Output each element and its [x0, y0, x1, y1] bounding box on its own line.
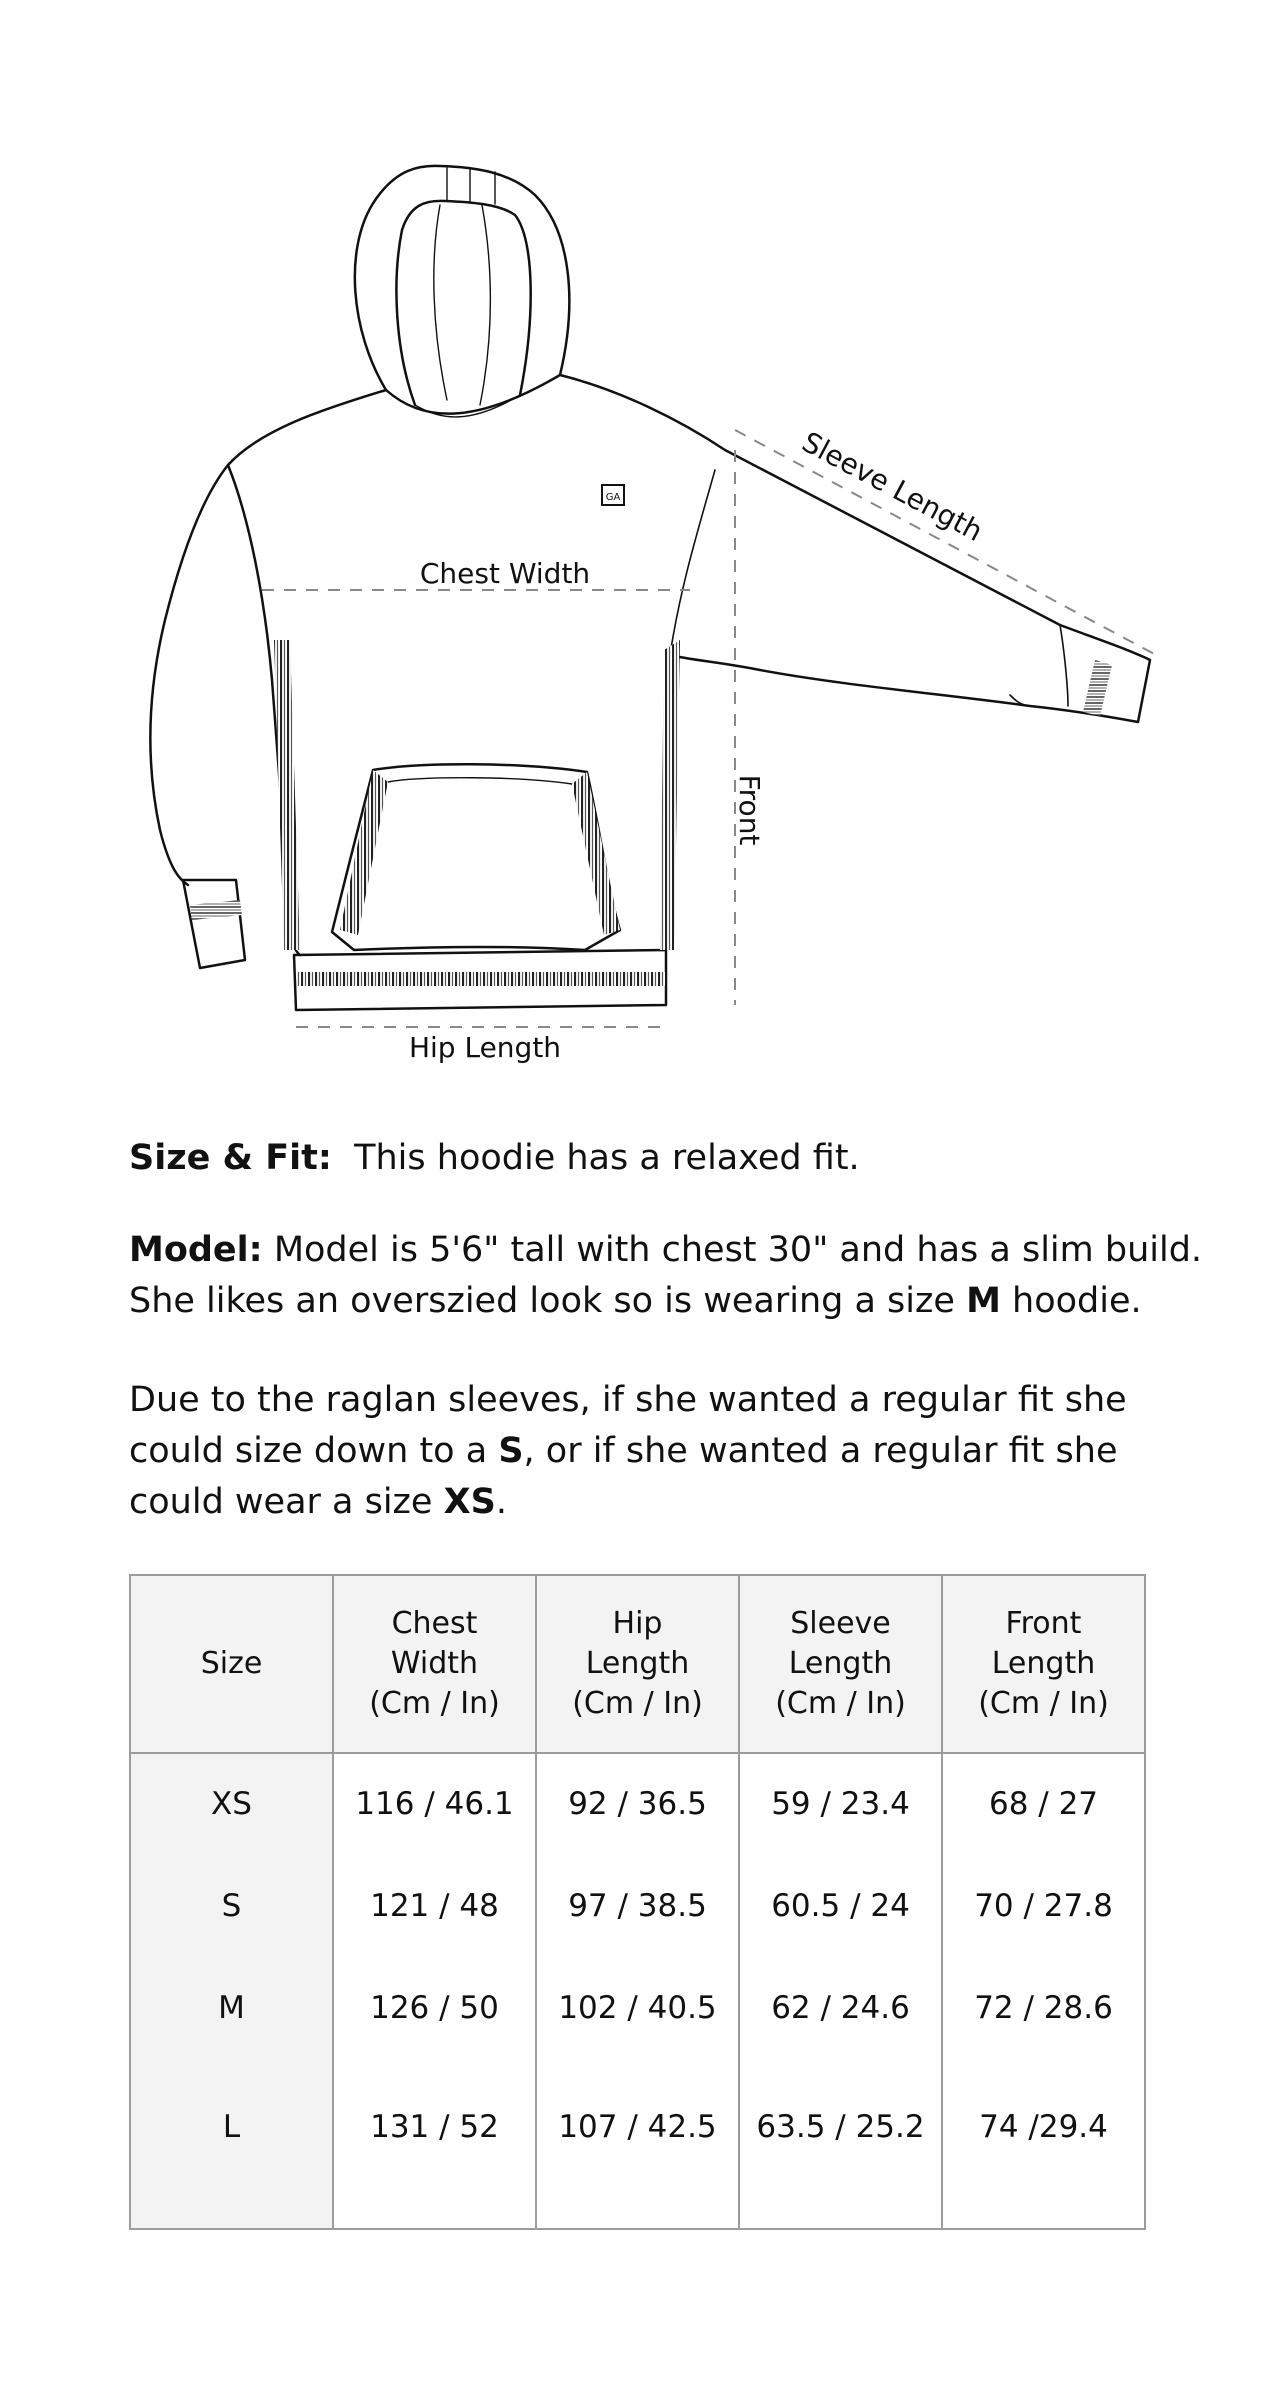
measurement-labels	[409, 425, 988, 1064]
size-fit-heading: Size & Fit:	[129, 1138, 332, 1178]
rib-textures	[190, 640, 1112, 986]
svg-text:GA: GA	[605, 492, 621, 503]
chest-cell: 121 / 48	[333, 1855, 536, 1957]
table-row	[130, 1855, 1145, 1957]
model-size: M	[966, 1281, 1001, 1321]
sleeve-cell: 60.5 / 24	[739, 1855, 942, 1957]
note-line2-suffix: , or if she wanted a regular fit she	[523, 1431, 1118, 1471]
size-cell: M	[130, 1957, 333, 2059]
fit-note-paragraph	[129, 1375, 1249, 1528]
model-line1: Model is 5'6" tall with chest 30" and has a slim build.	[273, 1230, 1203, 1270]
note-size-xs: XS	[443, 1482, 496, 1522]
front-cell: 72 / 28.6	[942, 1957, 1145, 2059]
model-line2-prefix: She likes an overszied look so is wearing a size	[129, 1281, 955, 1321]
front-cell: 70 / 27.8	[942, 1855, 1145, 1957]
front-cell: 74 /29.4	[942, 2059, 1145, 2229]
size-chart-table	[129, 1574, 1146, 2230]
table-header-row	[130, 1575, 1145, 1753]
model-paragraph	[129, 1225, 1249, 1327]
hip-length-label: Hip Length	[408, 1031, 562, 1064]
chest-cell: 131 / 52	[333, 2059, 536, 2229]
sleeve-cell: 63.5 / 25.2	[739, 2059, 942, 2229]
header-hip-length: Hip Length (Cm / In)	[536, 1575, 739, 1753]
front-length-label: Front	[733, 774, 766, 846]
measurement-lines	[262, 430, 1156, 1027]
note-line2-prefix: could size down to a	[129, 1431, 488, 1471]
size-fit-paragraph	[129, 1133, 1249, 1184]
size-cell: XS	[130, 1753, 333, 1855]
sleeve-length-label: Sleeve Length	[796, 425, 989, 548]
note-size-s: S	[498, 1431, 524, 1471]
header-chest-width: Chest Width (Cm / In)	[333, 1575, 536, 1753]
table-row	[130, 1957, 1145, 2059]
note-line3-suffix: .	[495, 1482, 507, 1522]
note-line1: Due to the raglan sleeves, if she wanted a regular fit she	[129, 1380, 1127, 1420]
sleeve-length-line	[735, 430, 1156, 655]
hoodie-outline	[150, 166, 1150, 1010]
header-sleeve-length: Sleeve Length (Cm / In)	[739, 1575, 942, 1753]
model-line2-suffix: hoodie.	[1012, 1281, 1142, 1321]
hip-cell: 107 / 42.5	[536, 2059, 739, 2229]
sleeve-cell: 62 / 24.6	[739, 1957, 942, 2059]
table-row	[130, 1753, 1145, 1855]
note-line3-prefix: could wear a size	[129, 1482, 433, 1522]
table-row	[130, 2059, 1145, 2229]
size-cell: S	[130, 1855, 333, 1957]
chest-cell: 126 / 50	[333, 1957, 536, 2059]
chest-cell: 116 / 46.1	[333, 1753, 536, 1855]
hoodie-diagram	[0, 0, 1282, 1080]
header-front-length: Front Length (Cm / In)	[942, 1575, 1145, 1753]
brand-logo-tag	[602, 485, 624, 505]
header-size: Size	[130, 1575, 333, 1753]
front-cell: 68 / 27	[942, 1753, 1145, 1855]
hip-cell: 92 / 36.5	[536, 1753, 739, 1855]
sleeve-cell: 59 / 23.4	[739, 1753, 942, 1855]
hip-cell: 97 / 38.5	[536, 1855, 739, 1957]
chest-width-label: Chest Width	[419, 557, 591, 590]
model-heading: Model:	[129, 1230, 263, 1270]
hip-cell: 102 / 40.5	[536, 1957, 739, 2059]
size-cell: L	[130, 2059, 333, 2229]
size-fit-text: This hoodie has a relaxed fit.	[354, 1138, 860, 1178]
